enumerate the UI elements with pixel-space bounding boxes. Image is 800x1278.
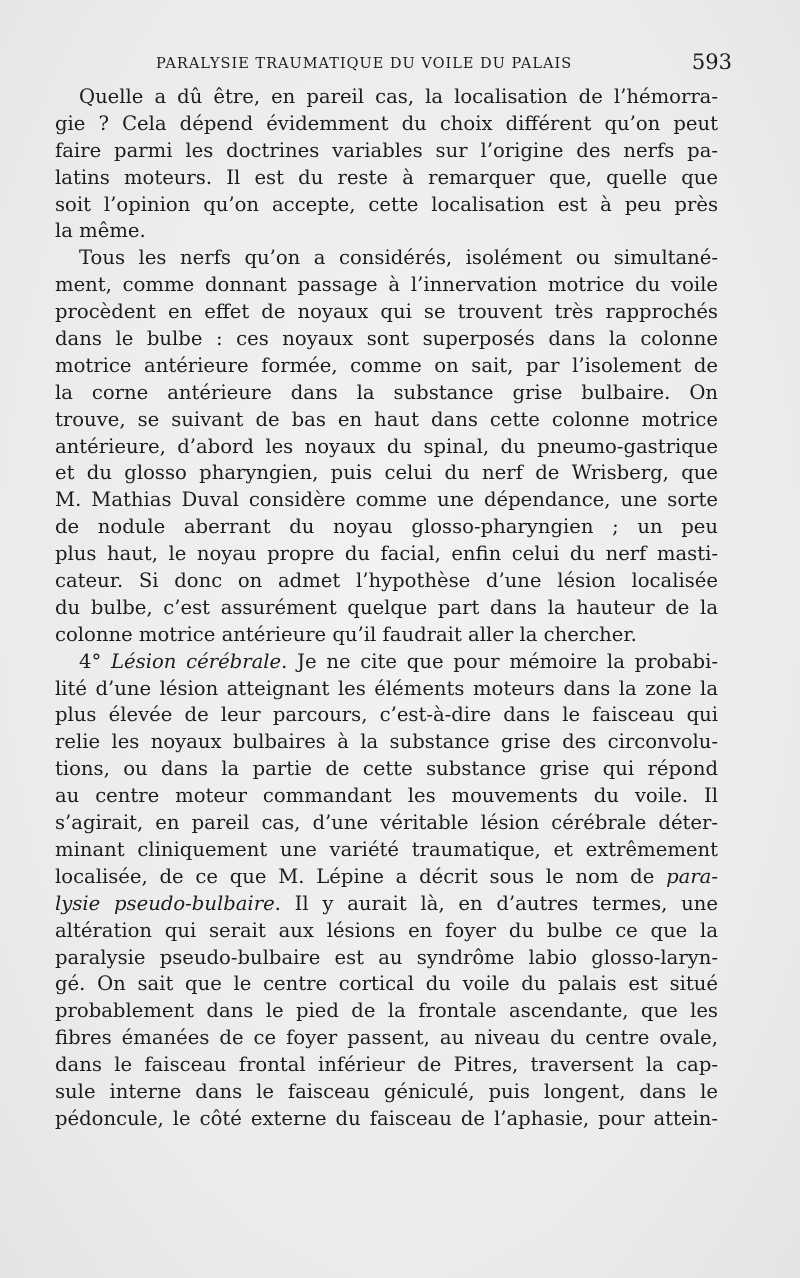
text-line	[55, 945, 718, 972]
text-line-content: minant cliniquement une variété traumatique, et extrêmement	[55, 837, 718, 861]
text-line	[55, 864, 718, 891]
text-line	[55, 971, 718, 998]
text-line	[55, 218, 718, 245]
text-line	[55, 84, 718, 111]
text-line	[55, 487, 718, 514]
page-header	[60, 50, 732, 80]
text-line	[55, 622, 718, 649]
text-line-content: antérieure, d’abord les noyaux du spinal, du pneumo-gastrique	[55, 434, 718, 458]
text-line	[55, 998, 718, 1025]
text-line	[55, 380, 718, 407]
text-line-content: la corne antérieure dans la substance grise bulbaire. On	[55, 380, 718, 404]
text-line	[55, 676, 718, 703]
text-line-content: de nodule aberrant du noyau glosso-pharyngien ; un peu	[55, 515, 718, 539]
text-line	[55, 891, 718, 918]
text-line	[55, 407, 718, 434]
text-line-content: la même.	[55, 219, 146, 243]
text-line	[55, 1079, 718, 1106]
text-line	[55, 138, 718, 165]
text-line	[55, 783, 718, 810]
text-line	[55, 326, 718, 353]
text-line	[55, 729, 718, 756]
text-line-content: lité d’une lésion atteignant les éléments moteurs dans la zone la	[55, 676, 718, 700]
text-line	[55, 756, 718, 783]
text-line-content: dans le bulbe : ces noyaux sont superposés dans la colonne	[55, 327, 718, 351]
text-line-content: tions, ou dans la partie de cette substance grise qui répond	[55, 757, 718, 781]
text-line	[55, 1106, 718, 1133]
text-line-content: altération qui serait aux lésions en foyer du bulbe ce que la	[55, 918, 718, 942]
text-line-content: Quelle a dû être, en pareil cas, la localisation de l’hémorra-	[79, 85, 718, 108]
text-line-content: motrice antérieure formée, comme on sait, par l’isolement de	[55, 353, 718, 377]
text-line-content: et du glosso pharyngien, puis celui du nerf de Wrisberg, que	[55, 461, 718, 485]
text-line-content: pédoncule, le côté externe du faisceau de l’aphasie, pour attein-	[55, 1106, 718, 1130]
italic-term: lysie pseudo-bulbaire	[55, 891, 275, 915]
body-text	[55, 84, 718, 1133]
text-line-content: dans le faisceau frontal inférieur de Pitres, traversent la cap-	[55, 1053, 718, 1077]
text-line	[55, 568, 718, 595]
text-line	[55, 460, 718, 487]
page-number: 593	[691, 50, 732, 74]
section-heading: Lésion cérébrale.	[111, 649, 288, 673]
text-line-content: gé. On sait que le centre cortical du voile du palais est situé	[55, 972, 718, 996]
text-line	[55, 810, 718, 837]
text-line-content: plus haut, le noyau propre du facial, enfin celui du nerf masti-	[55, 542, 718, 566]
text-line-content: trouve, se suivant de bas en haut dans cette colonne motrice	[55, 407, 718, 431]
text-line	[55, 541, 718, 568]
text-line-content: soit l’opinion qu’on accepte, cette localisation est à peu près	[55, 192, 718, 216]
text-line	[55, 702, 718, 729]
text-line	[55, 1052, 718, 1079]
italic-term: para-	[666, 864, 718, 888]
text-line-content: procèdent en effet de noyaux qui se trouvent très rapprochés	[55, 300, 718, 324]
text-line	[55, 595, 718, 622]
text-line-content: fibres émanées de ce foyer passent, au niveau du centre ovale,	[55, 1026, 718, 1050]
text-line-content: gie ? Cela dépend évidemment du choix différent qu’on peut	[55, 111, 718, 135]
text-line-content: relie les noyaux bulbaires à la substance grise des circonvolu-	[55, 730, 718, 754]
text-line-content: localisée, de ce que M. Lépine a décrit sous le nom de	[55, 864, 667, 888]
text-line-content: latins moteurs. Il est du reste à remarquer que, quelle que	[55, 165, 718, 189]
text-line	[55, 1025, 718, 1052]
text-line	[55, 434, 718, 461]
text-line-content: sule interne dans le faisceau géniculé, puis longent, dans le	[55, 1079, 718, 1103]
text-line-content: Tous les nerfs qu’on a considérés, isolément ou simultané-	[79, 246, 718, 270]
text-line-content: colonne motrice antérieure qu’il faudrait aller la chercher.	[55, 622, 637, 646]
text-line-content: ment, comme donnant passage à l’innervation motrice du voile	[55, 273, 718, 297]
text-line-content: . Il y aurait là, en d’autres termes, une	[274, 891, 718, 915]
text-line	[55, 299, 718, 326]
text-line	[55, 245, 718, 272]
text-line	[55, 165, 718, 192]
text-line-content: faire parmi les doctrines variables sur l’origine des nerfs pa-	[55, 138, 718, 162]
text-line-content: s’agirait, en pareil cas, d’une véritable lésion cérébrale déter-	[55, 811, 718, 835]
text-line-content: cateur. Si donc on admet l’hypothèse d’une lésion localisée	[55, 569, 718, 593]
text-line-content: probablement dans le pied de la frontale ascendante, que les	[55, 999, 718, 1023]
text-line	[55, 837, 718, 864]
text-line	[55, 649, 718, 676]
text-line-content: du bulbe, c’est assurément quelque part dans la hauteur de la	[55, 595, 718, 619]
text-line-content: plus élevée de leur parcours, c’est-à-dire dans le faisceau qui	[55, 703, 718, 727]
text-line	[55, 514, 718, 541]
text-line-content: Je ne cite que pour mémoire la probabi-	[287, 649, 718, 673]
text-line	[55, 918, 718, 945]
text-line	[55, 192, 718, 219]
text-line	[55, 111, 718, 138]
text-line	[55, 272, 718, 299]
text-line-content: au centre moteur commandant les mouvements du voile. Il	[55, 784, 718, 808]
running-title: PARALYSIE TRAUMATIQUE DU VOILE DU PALAIS	[156, 56, 573, 72]
text-line-content: M. Mathias Duval considère comme une dépendance, une sorte	[55, 488, 718, 512]
text-line-content: paralysie pseudo-bulbaire est au syndrôme labio glosso-laryn-	[55, 945, 718, 969]
section-number: 4°	[79, 649, 112, 673]
text-line	[55, 353, 718, 380]
